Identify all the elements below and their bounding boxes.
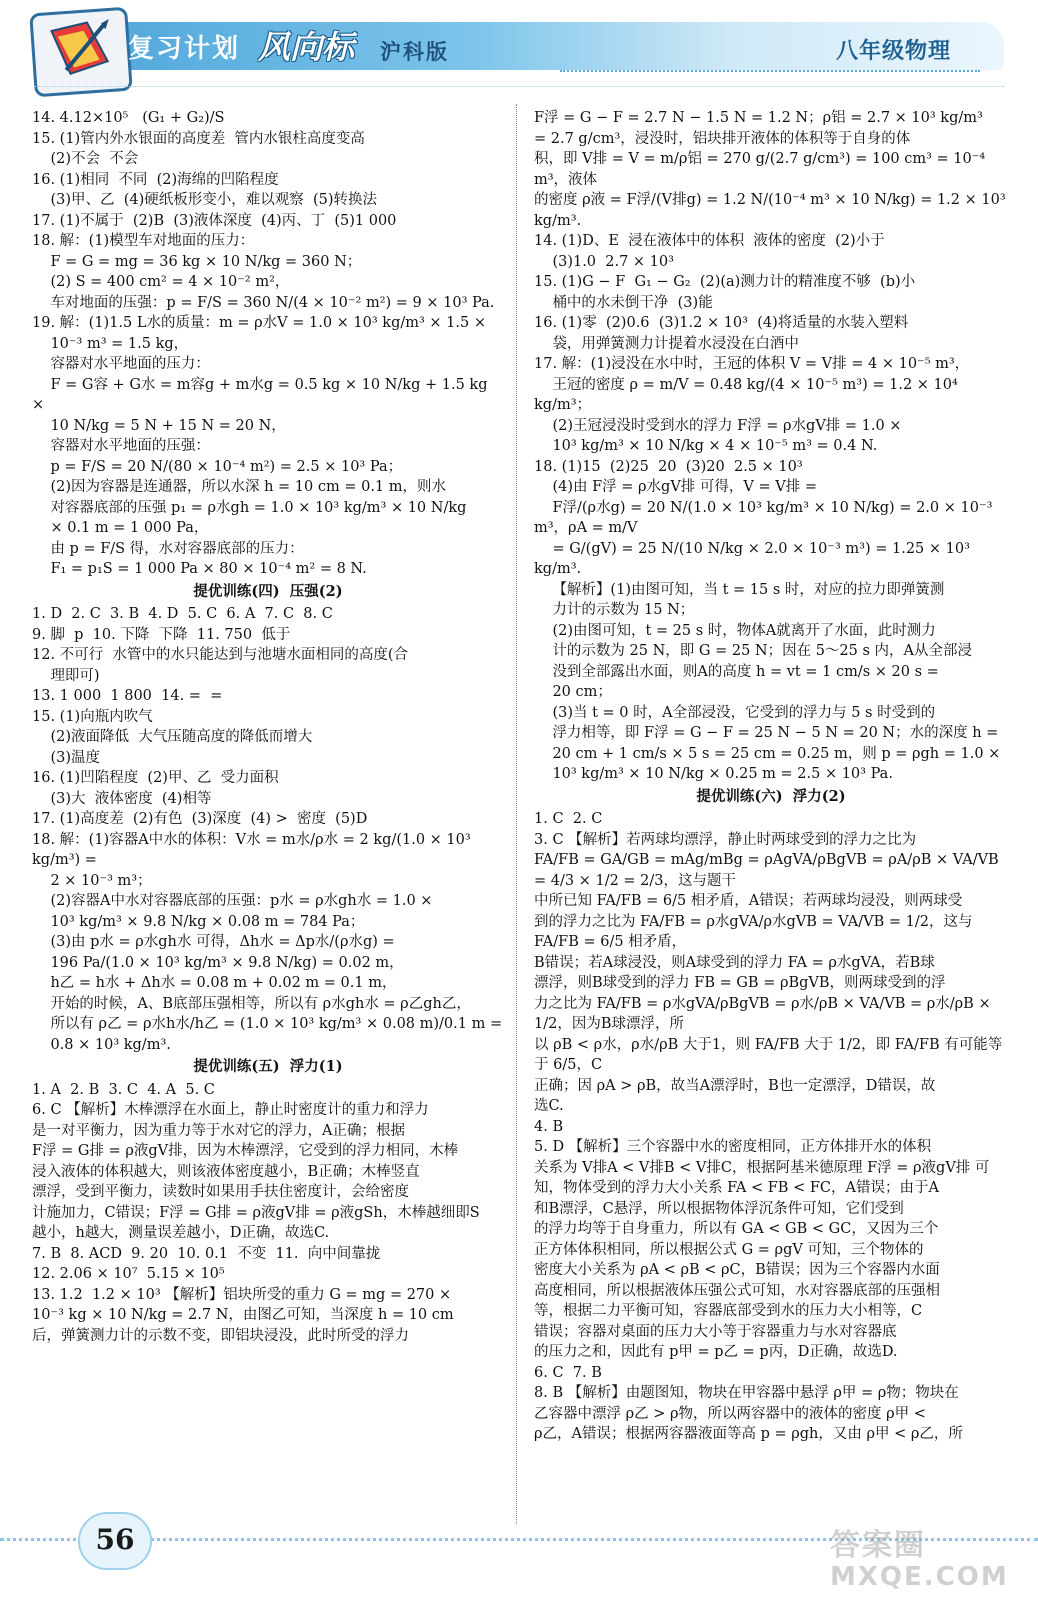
answer-line: 力计的示数为 15 N； xyxy=(534,602,695,618)
answer-line: 容器对水平地面的压强： xyxy=(32,438,210,454)
answer-line: 20 cm + 1 cm/s × 5 s = 25 cm = 0.25 m，则 p = ρgh = 1.0 × xyxy=(534,745,1001,762)
answer-line: 18. 解：(1)容器A中水的体积：V水 = m水/ρ水 = 2 kg/(1.0 × 10³ kg/m³) = xyxy=(32,831,476,868)
answer-line: 的密度 ρ液 = F浮/(V排g) = 1.2 N/(10⁻⁴ m³ × 10 N/kg) = 1.2 × 10³ kg/m³. xyxy=(534,192,1011,229)
answer-line: 是一对平衡力，因为重力等于水对它的浮力，A正确；根据 xyxy=(32,1122,405,1139)
answer-line: 由 p = F/S 得，水对容器底部的压力： xyxy=(32,540,304,557)
answer-line: F₁ = p₁S = 1 000 Pa × 80 × 10⁻⁴ m² = 8 N. xyxy=(32,561,367,577)
answer-line: 0.8 × 10³ kg/m³. xyxy=(32,1036,171,1053)
answer-line: 等，根据二力平衡可知，容器底部受到水的压力大小相等，C xyxy=(534,1303,923,1319)
answer-line: 12. 不可行 水管中的水只能达到与池塘水面相同的高度(合 xyxy=(32,647,409,663)
answer-line: 10³ kg/m³ × 10 N/kg × 4 × 10⁻⁵ m³ = 0.4 N. xyxy=(534,438,878,454)
answer-line: 4. B xyxy=(534,1118,564,1135)
page-header xyxy=(0,0,1038,96)
answer-line: 正方体体积相同，所以根据公式 G = ρgV 可知，三个物体的 xyxy=(534,1241,924,1258)
answer-line: (3)大 液体密度 (4)相等 xyxy=(32,790,212,807)
column-divider xyxy=(516,104,517,1524)
answer-line: 袋，用弹簧测力计提着水浸没在白酒中 xyxy=(534,335,799,352)
answer-line: 错误；容器对桌面的压力大小等于容器重力与水对容器底 xyxy=(534,1323,897,1340)
answer-line: 10⁻³ kg × 10 N/kg = 2.7 N，由图乙可知，当深度 h = 10 cm xyxy=(32,1307,454,1323)
answer-line: 10⁻³ m³ = 1.5 kg， xyxy=(32,335,189,352)
answer-line: 8. B 【解析】由题图知，物块在甲容器中悬浮 ρ甲 = ρ物；物块在 xyxy=(534,1385,959,1401)
answer-line: 5. D 【解析】三个容器中水的密度相同，正方体排开水的体积 xyxy=(534,1139,932,1155)
answer-line: F浮 = G − F = 2.7 N − 1.5 N = 1.2 N；ρ铝 = 2.7 × 10³ kg/m³ xyxy=(534,110,983,126)
answer-line: 漂浮，受到平衡力，读数时如果用手扶住密度计，会给密度 xyxy=(32,1184,409,1200)
answer-line: 开始的时候，A、B底部压强相等，所以有 ρ水gh水 = ρ乙gh乙， xyxy=(32,995,471,1012)
answer-line: 中所已知 FA/FB = 6/5 相矛盾，A错误；若两球均浸没，则两球受 xyxy=(534,893,963,909)
answer-line: 高度相同，所以根据液体压强公式可知，水对容器底部的压强相 xyxy=(534,1282,940,1299)
section-heading: 提优训练(五) 浮力(1) xyxy=(193,1058,343,1075)
answer-line: 13. 1 000 1 800 14. = = xyxy=(32,688,223,704)
answer-line: ρ乙，A错误；根据两容器液面等高 p = ρgh，又由 ρ甲 < ρ乙，所 xyxy=(534,1426,963,1442)
answer-line: 浸入液体的体积越大，则该液体密度越小，B正确；木棒竖直 xyxy=(32,1163,420,1180)
answer-line: 的压力之和，因此有 p甲 = p乙 = p丙，D正确，故选D. xyxy=(534,1344,898,1360)
answer-line: = 2.7 g/cm³，浸没时，铝块排开液体的体积等于自身的体 xyxy=(534,130,911,147)
page-number: 56 xyxy=(78,1512,152,1570)
answer-line: 【解析】(1)由图可知，当 t = 15 s 时，对应的拉力即弹簧测 xyxy=(534,581,945,598)
answer-line: (3)温度 xyxy=(32,749,100,766)
answer-line: 密度大小关系为 ρA < ρB < ρC，B错误；因为三个容器内水面 xyxy=(534,1262,940,1278)
answer-line: 所以有 ρ乙 = ρ水h水/h乙 = (1.0 × 10³ kg/m³ × 0.08 m)/0.1 m = xyxy=(32,1016,503,1032)
answer-line: 15. (1)向瓶内吹气 xyxy=(32,708,153,725)
answer-line: 7. B 8. ACD 9. 20 10. 0.1 不变 11. 向中间靠拢 xyxy=(32,1245,381,1262)
answer-line: (3)1.0 2.7 × 10³ xyxy=(534,253,674,270)
answer-line: 选C. xyxy=(534,1098,564,1114)
answer-line: h乙 = h水 + Δh水 = 0.08 m + 0.02 m = 0.1 m， xyxy=(32,975,397,991)
answer-line: 没到全部露出水面，则A的高度 h = vt = 1 cm/s × 20 s = xyxy=(534,663,939,680)
answer-line: 容器对水平地面的压力： xyxy=(32,356,210,372)
answer-line: 10³ kg/m³ × 10 N/kg × 0.25 m = 2.5 × 10³ Pa. xyxy=(534,766,893,782)
answer-line: 乙容器中漂浮 ρ乙 > ρ物，所以两容器中的液体的密度 ρ甲 < xyxy=(534,1405,926,1422)
answer-line: 的浮力均等于自身重力，所以有 GA < GB < GC，又因为三个 xyxy=(534,1221,939,1237)
answer-line: 正确；因 ρA > ρB，故当A漂浮时，B也一定漂浮，D错误，故 xyxy=(534,1077,936,1094)
answer-line: × 0.1 m = 1 000 Pa， xyxy=(32,520,209,536)
answer-line: (2)由图可知，t = 25 s 时，物体A就离开了水面，此时测力 xyxy=(534,622,936,639)
answer-line: 16. (1)零 (2)0.6 (3)1.2 × 10³ (4)将适量的水装入塑料 xyxy=(534,315,909,331)
answer-line: 14. (1)D、E 浸在液体中的体积 液体的密度 (2)小于 xyxy=(534,233,885,249)
answer-line: (3)甲、乙 (4)硬纸板形变小，难以观察 (5)转换法 xyxy=(32,192,377,208)
book-logo-icon xyxy=(29,7,133,98)
answer-line: p = F/S = 20 N/(80 × 10⁻⁴ m²) = 2.5 × 10³ Pa； xyxy=(32,458,403,475)
answer-line: (2)容器A中水对容器底部的压强：p水 = ρ水gh水 = 1.0 × xyxy=(32,893,433,909)
answer-line: 19. 解：(1)1.5 L水的质量：m = ρ水V = 1.0 × 10³ kg/m³ × 1.5 × xyxy=(32,315,486,331)
answer-line: 1. A 2. B 3. C 4. A 5. C xyxy=(32,1081,215,1098)
answer-line: 桶中的水未倒干净 (3)能 xyxy=(534,294,713,311)
answer-line: (4)由 F浮 = ρ水gV排 可得，V = V排 = xyxy=(534,479,817,495)
answer-line: 1. C 2. C xyxy=(534,811,603,827)
answer-line: 196 Pa/(1.0 × 10³ kg/m³ × 9.8 N/kg) = 0.02 m， xyxy=(32,954,404,971)
answer-line: FA/FB = GA/GB = mAg/mBg = ρAgVA/ρBgVB = ρA/ρB × VA/VB = 4/3 × 1/2 = 2/3，这与题干 xyxy=(534,852,1004,889)
answer-line: 对容器底部的压强 p₁ = ρ水gh = 1.0 × 10³ kg/m³ × 10 N/kg xyxy=(32,499,467,516)
header-title: 复习计划 xyxy=(128,34,241,64)
answer-line: 17. 解：(1)浸没在水中时，王冠的体积 V = V排 = 4 × 10⁻⁵ m³， xyxy=(534,356,970,372)
answer-line: 1. D 2. C 3. B 4. D 5. C 6. A 7. C 8. C xyxy=(32,606,333,622)
watermark-logo: 答案圈 xyxy=(830,1528,926,1563)
answer-line: 浮力相等，即 F浮 = G − F = 25 N − 5 N = 20 N；水的深度 h = xyxy=(534,725,999,741)
answer-line: 18. (1)15 (2)25 20 (3)20 2.5 × 10³ xyxy=(534,458,803,475)
header-edition: 沪科版 xyxy=(380,40,449,64)
answer-line: 20 cm； xyxy=(534,684,612,700)
section-heading: 提优训练(四) 压强(2) xyxy=(193,582,343,600)
answer-line: 6. C 7. B xyxy=(534,1364,602,1381)
answer-line: 18. 解：(1)模型车对地面的压力： xyxy=(32,233,255,249)
header-brand: 风向标 xyxy=(258,28,355,66)
answer-line: (2)液面降低 大气压随高度的降低而增大 xyxy=(32,729,313,745)
header-dotted-rule xyxy=(560,70,980,80)
answer-line: 车对地面的压强：p = F/S = 360 N/(4 × 10⁻² m²) = 9 × 10³ Pa. xyxy=(32,294,495,311)
left-answer-column xyxy=(32,108,504,1346)
answer-line: (2)因为容器是连通器，所以水深 h = 10 cm = 0.1 m，则水 xyxy=(32,479,447,495)
right-answer-column xyxy=(534,108,1011,1445)
answer-line: 10³ kg/m³ × 9.8 N/kg × 0.08 m = 784 Pa； xyxy=(32,913,365,930)
answer-line: 17. (1)高度差 (2)有色 (3)深度 (4) > 密度 (5)D xyxy=(32,811,368,827)
answer-line: = G/(gV) = 25 N/(10 N/kg × 2.0 × 10⁻³ m³) = 1.25 × 10³ kg/m³. xyxy=(534,540,975,577)
answer-line: 漂浮，则B球受到的浮力 FB = GB = ρBgVB，则两球受到的浮 xyxy=(534,975,946,991)
header-grade-subject: 八年级物理 xyxy=(836,39,952,64)
answer-line: 16. (1)凹陷程度 (2)甲、乙 受力面积 xyxy=(32,770,279,786)
answer-line: (2)王冠浸没时受到水的浮力 F浮 = ρ水gV排 = 1.0 × xyxy=(534,417,902,434)
answer-line: F = G容 + G水 = m容g + m水g = 0.5 kg × 10 N/kg + 1.5 kg × xyxy=(32,376,493,413)
answer-line: 到的浮力之比为 FA/FB = ρ水gVA/ρ水gVB = VA/VB = 1/2，这与 FA/FB = 6/5 相矛盾， xyxy=(534,913,978,950)
answer-line: B错误；若A球浸没，则A球受到的浮力 FA = ρ水gVA，若B球 xyxy=(534,954,935,971)
answer-line: (2) S = 400 cm² = 4 × 10⁻² m²， xyxy=(32,274,290,290)
answer-line: 计的示数为 25 N，即 G = 25 N；因在 5～25 s 内，A从全部浸 xyxy=(534,643,973,659)
answer-line: (2)不会 不会 xyxy=(32,151,139,167)
answer-line: F浮 = G排 = ρ液gV排，因为木棒漂浮，它受到的浮力相同，木棒 xyxy=(32,1143,459,1159)
answer-line: 6. C 【解析】木棒漂浮在水面上，静止时密度计的重力和浮力 xyxy=(32,1102,429,1118)
watermark-url: MXQE.COM xyxy=(830,1562,1009,1592)
answer-line: 9. 脚 p 10. 下降 下降 11. 750 低于 xyxy=(32,626,291,643)
answer-line: 12. 2.06 × 10⁷ 5.15 × 10⁵ xyxy=(32,1266,225,1282)
answer-line: 计施加力，C错误；F浮 = G排 = ρ液gV排 = ρ液gSh，木棒越细即S xyxy=(32,1204,480,1221)
answer-line: 3. C 【解析】若两球均漂浮，静止时两球受到的浮力之比为 xyxy=(534,831,917,848)
answer-line: 关系为 V排A < V排B < V排C，根据阿基米德原理 F浮 = ρ液gV排 可 xyxy=(534,1159,990,1176)
answer-line: 10 N/kg = 5 N + 15 N = 20 N， xyxy=(32,417,286,434)
answer-line: 理即可) xyxy=(32,667,100,684)
answer-line: 以 ρB < ρ水，ρ水/ρB 大于1，则 FA/FB 大于 1/2，即 FA/FB 有可能等于 6/5，C xyxy=(534,1036,1003,1073)
header-dotted-underline xyxy=(34,86,1004,89)
answer-line: 16. (1)相同 不同 (2)海绵的凹陷程度 xyxy=(32,171,279,188)
answer-line: 知，物体受到的浮力大小关系 FA < FB < FC，A错误；由于A xyxy=(534,1180,939,1196)
answer-line: 积，即 V排 = V = m/ρ铝 = 270 g/(2.7 g/cm³) = 100 cm³ = 10⁻⁴ m³，液体 xyxy=(534,151,990,188)
answer-line: F = G = mg = 36 kg × 10 N/kg = 360 N； xyxy=(32,253,362,270)
answer-line: 13. 1.2 1.2 × 10³ 【解析】铝块所受的重力 G = mg = 270 × xyxy=(32,1286,452,1303)
answer-line: 17. (1)不属于 (2)B (3)液体深度 (4)丙、丁 (5)1 000 xyxy=(32,212,397,229)
answer-line: 和B漂浮，C悬浮，所以根据物体浮沉条件可知，它们受到 xyxy=(534,1200,904,1217)
answer-line: 2 × 10⁻³ m³； xyxy=(32,872,152,889)
answer-line: 15. (1)管内外水银面的高度差 管内水银柱高度变高 xyxy=(32,130,365,147)
answer-line: (3)当 t = 0 时，A全部浸没，它受到的浮力与 5 s 时受到的 xyxy=(534,704,936,721)
answer-line: 王冠的密度 ρ = m/V = 0.48 kg/(4 × 10⁻⁵ m³) = 1.2 × 10⁴ kg/m³； xyxy=(534,376,963,413)
answer-line: 越小，h越大，测量误差越小，D正确，故选C. xyxy=(32,1225,330,1241)
answer-line: 后，弹簧测力计的示数不变，即铝块浸没，此时所受的浮力 xyxy=(32,1327,409,1344)
answer-line: 力之比为 FA/FB = ρ水gVA/ρBgVB = ρ水/ρB × VA/VB = ρ水/ρB × 1/2，因为B球漂浮，所 xyxy=(534,995,996,1032)
answer-line: (3)由 p水 = ρ水gh水 可得，Δh水 = Δp水/(ρ水g) = xyxy=(32,934,395,950)
answer-line: 15. (1)G − F G₁ − G₂ (2)(a)测力计的精准度不够 (b)小 xyxy=(534,274,916,290)
answer-line: F浮/(ρ水g) = 20 N/(1.0 × 10³ kg/m³ × 10 N/kg) = 2.0 × 10⁻³ m³，ρA = m/V xyxy=(534,499,998,536)
answer-line: 14. 4.12×10⁵ (G₁ + G₂)/S xyxy=(32,110,225,126)
section-heading: 提优训练(六) 浮力(2) xyxy=(696,787,846,805)
